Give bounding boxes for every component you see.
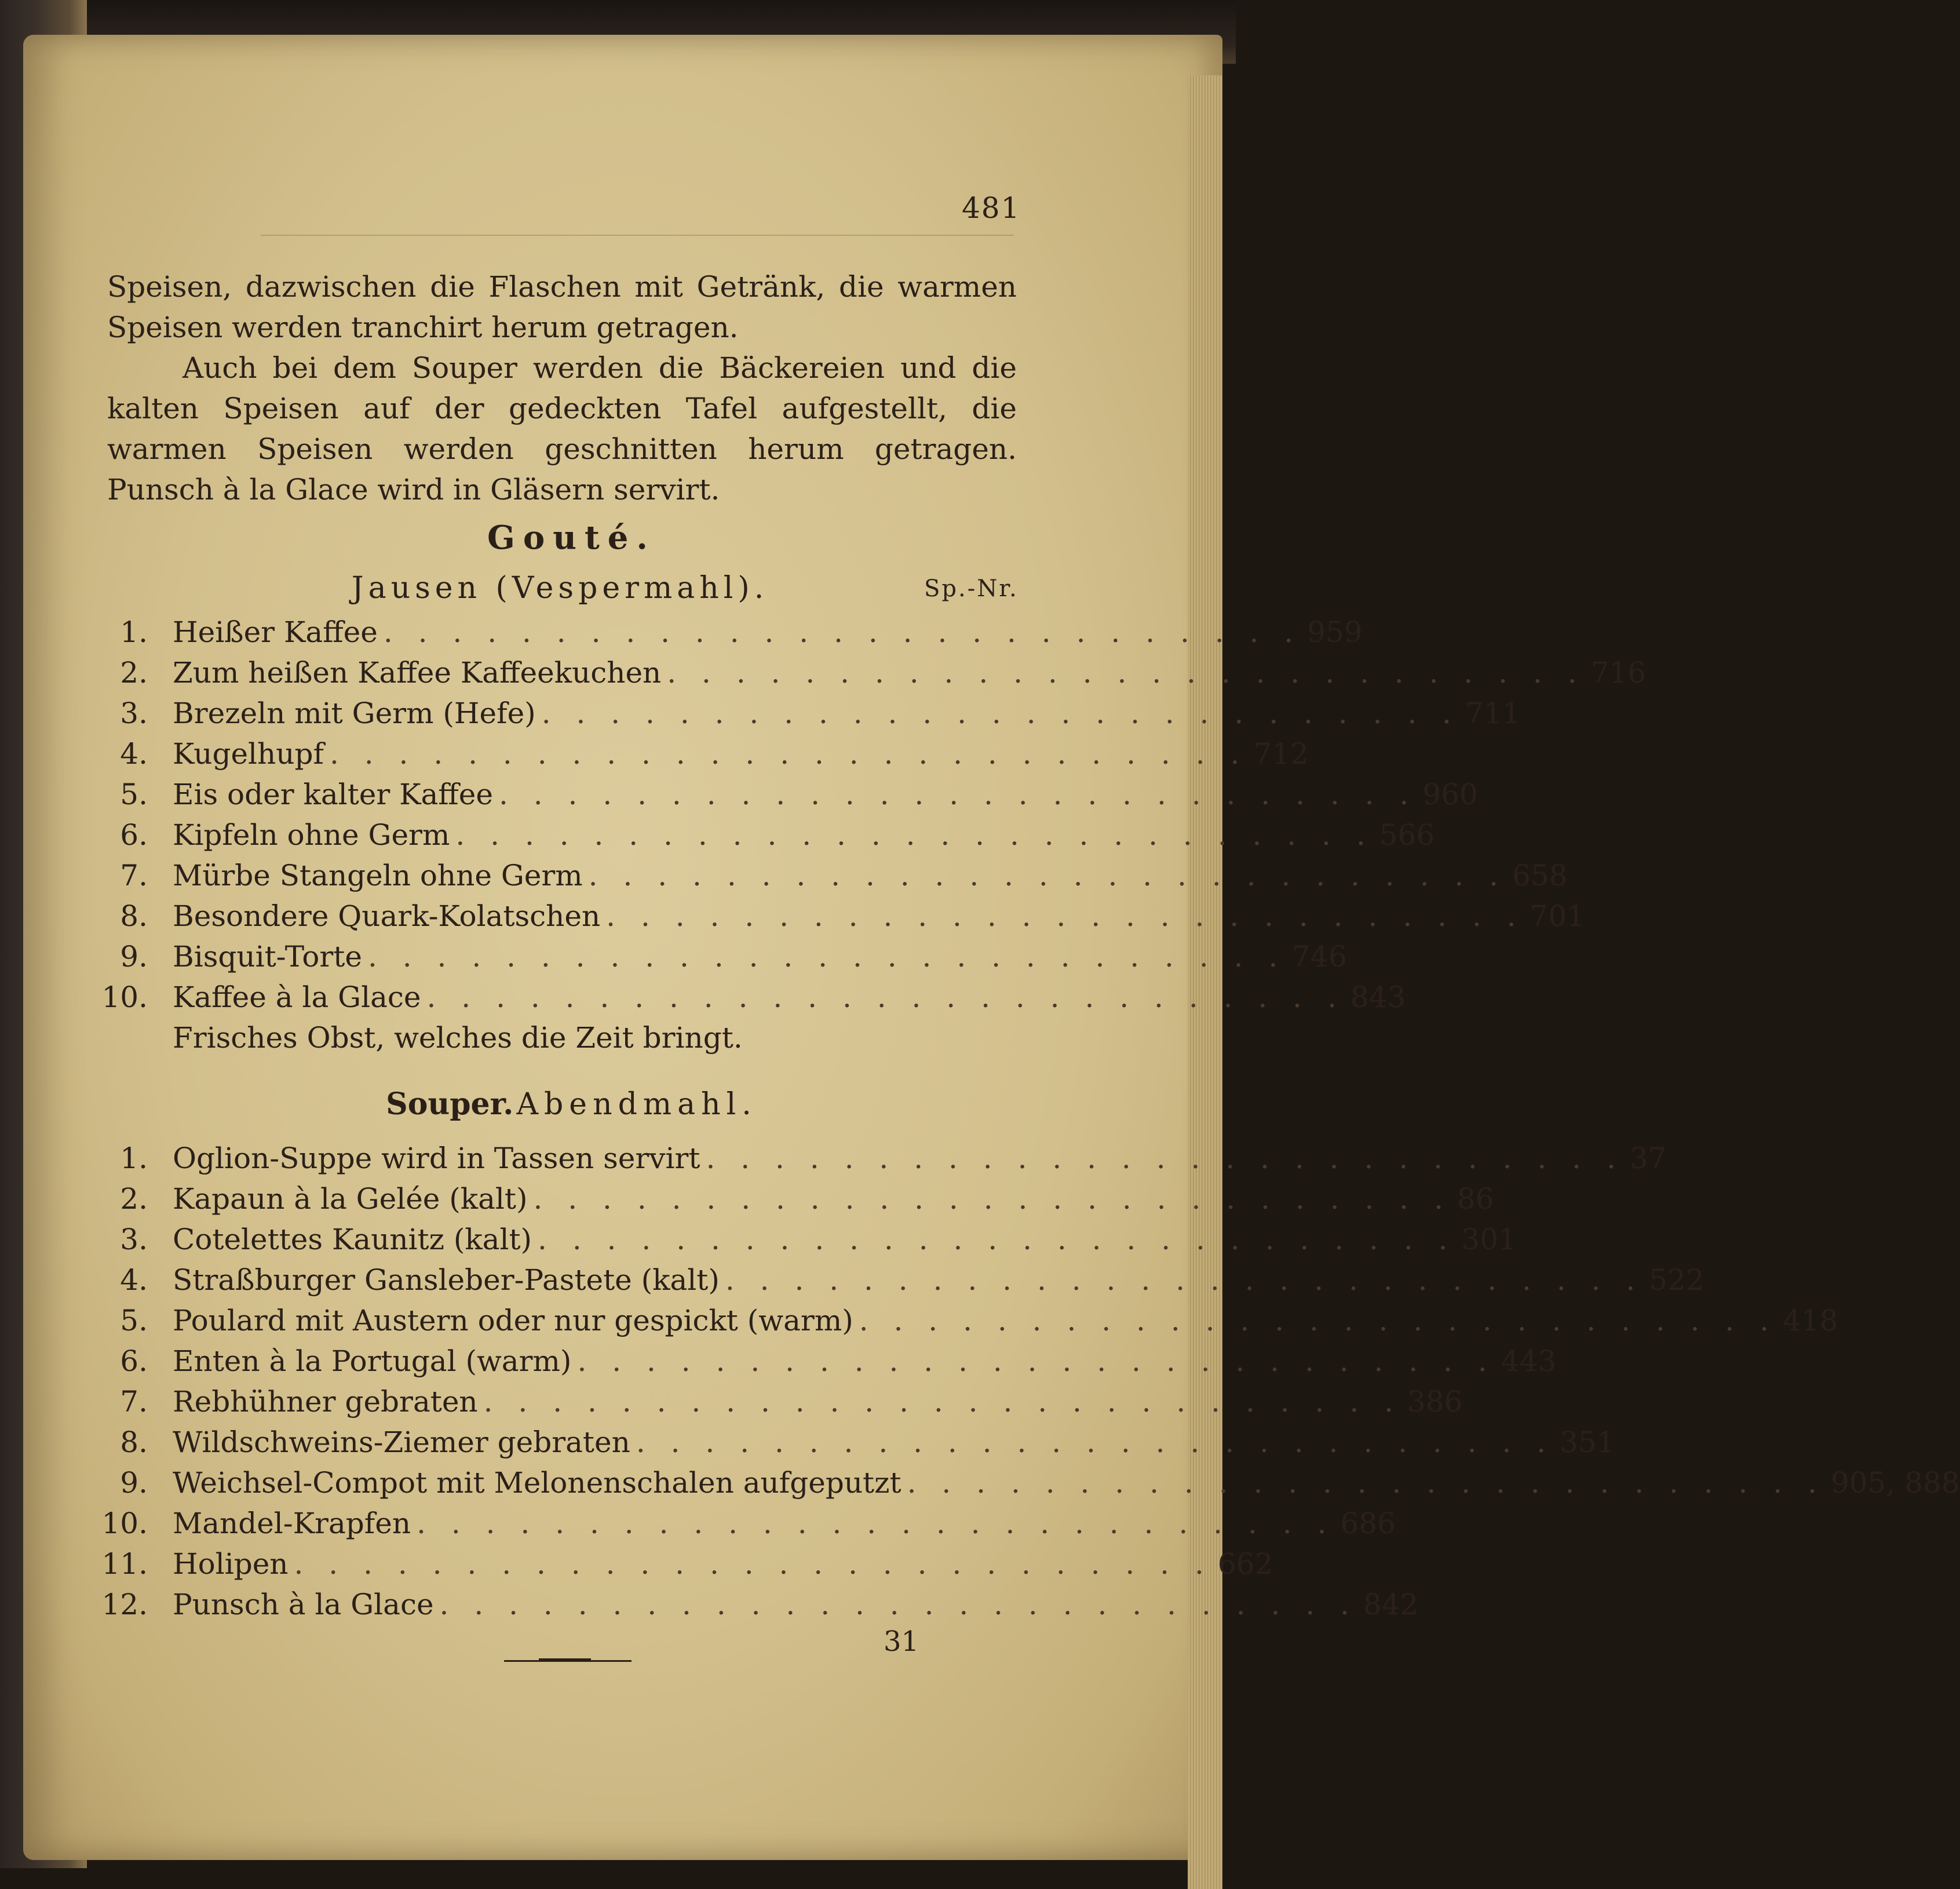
item-number: 12.	[101, 1588, 148, 1621]
item-text: Wildschweins-Ziemer gebraten	[173, 1425, 630, 1459]
item-reference: 658	[1512, 859, 1568, 892]
item-reference: 351	[1560, 1425, 1615, 1459]
item-reference: 712	[1253, 737, 1309, 771]
item-line	[173, 656, 1647, 690]
leader-dots: . . . . . . . . . . . . . . . . . . . . . . . . . . .	[455, 818, 1374, 852]
item-number: 8.	[120, 1425, 148, 1459]
menu-item	[93, 859, 1568, 899]
item-line	[173, 737, 1309, 771]
item-reference: 686	[1340, 1507, 1396, 1540]
item-number: 5.	[120, 778, 148, 811]
leader-dots: . . . . . . . . . . . . . . . . . . . . . . . . . . .	[541, 696, 1460, 730]
page-number: 481	[962, 191, 1021, 225]
menu-item	[93, 1507, 1396, 1547]
item-number: 2.	[120, 1182, 148, 1216]
leader-dots: . . . . . . . . . . . . . . . . . . . . . . . . . . .	[533, 1182, 1451, 1216]
leader-dots: . . . . . . . . . . . . . . . . . . . . . . . . . . .	[426, 980, 1345, 1014]
column-label: Sp.-Nr.	[924, 575, 1019, 602]
leader-dots: . . . . . . . . . . . . . . . . . . . . . . . . . . .	[606, 899, 1524, 933]
item-reference: 566	[1379, 818, 1435, 852]
item-number: 2.	[120, 656, 148, 690]
item-number: 9.	[120, 940, 148, 973]
item-number: 1.	[120, 615, 148, 649]
item-reference: 418	[1783, 1304, 1838, 1337]
leader-dots: . . . . . . . . . . . . . . . . . . . . . . . . . . .	[498, 778, 1417, 811]
item-reference: 662	[1217, 1547, 1273, 1581]
item-text: Holipen	[173, 1547, 289, 1581]
item-text: Kugelhupf	[173, 737, 324, 771]
item-line	[173, 1507, 1396, 1540]
signature-mark: 31	[884, 1625, 919, 1658]
jausen-menu	[93, 615, 1647, 1062]
item-line	[173, 778, 1478, 811]
item-line	[173, 1385, 1463, 1418]
item-reference: 386	[1407, 1385, 1463, 1418]
item-reference: 37	[1629, 1142, 1667, 1175]
item-text: Kaffee à la Glace	[173, 980, 421, 1014]
leader-dots: . . . . . . . . . . . . . . . . . . . . . . . . . . .	[725, 1263, 1644, 1297]
leader-dots: . . . . . . . . . . . . . . . . . . . . . . . . . . .	[538, 1223, 1456, 1256]
item-number: 7.	[120, 859, 148, 892]
menu-item	[93, 1344, 1557, 1385]
leader-dots: . . . . . . . . . . . . . . . . . . . . . . . . . . .	[417, 1507, 1335, 1540]
item-number: 5.	[120, 1304, 148, 1337]
item-number: 4.	[120, 737, 148, 771]
item-text: Heißer Kaffee	[173, 615, 378, 649]
menu-item	[93, 1142, 1667, 1182]
leader-dots: . . . . . . . . . . . . . . . . . . . . . . . . . . .	[636, 1425, 1554, 1459]
menu-item	[93, 696, 1521, 737]
item-text: Cotelettes Kaunitz (kalt)	[173, 1223, 532, 1256]
item-line	[173, 1223, 1517, 1256]
intro-paragraph: Speisen, dazwischen die Flaschen mit Getränk, die warmen Speisen werden tranchirt herum getragen.	[107, 270, 1017, 344]
menu-item	[93, 1547, 1273, 1588]
item-text: Oglion-Suppe wird in Tassen servirt	[173, 1142, 700, 1175]
item-text: Mandel-Krapfen	[173, 1507, 411, 1540]
item-reference: 86	[1457, 1182, 1494, 1216]
section-title-goute: Gouté.	[487, 519, 656, 557]
item-reference: 843	[1350, 980, 1406, 1014]
item-line	[173, 940, 1347, 973]
item-line	[173, 615, 1363, 649]
jausen-footer: Frisches Obst, welches die Zeit bringt.	[173, 1021, 743, 1055]
souper-menu	[93, 1142, 1960, 1628]
item-text: Brezeln mit Germ (Hefe)	[173, 696, 536, 730]
item-text: Weichsel-Compot mit Melonenschalen aufgeputzt	[173, 1466, 901, 1500]
item-text: Kipfeln ohne Germ	[173, 818, 450, 852]
item-text: Besondere Quark-Kolatschen	[173, 899, 601, 933]
leader-dots: . . . . . . . . . . . . . . . . . . . . . . . . . . .	[329, 737, 1248, 771]
leader-dots: . . . . . . . . . . . . . . . . . . . . . . . . . . .	[577, 1344, 1495, 1378]
item-text: Enten à la Portugal (warm)	[173, 1344, 572, 1378]
leader-dots: . . . . . . . . . . . . . . . . . . . . . . . . . . .	[483, 1385, 1401, 1418]
item-number: 7.	[120, 1385, 148, 1418]
souper-title-bold: Souper.	[386, 1086, 514, 1122]
item-line	[173, 1466, 1960, 1500]
item-text: Poulard mit Austern oder nur gespickt (warm)	[173, 1304, 853, 1337]
item-text: Bisquit-Torte	[173, 940, 362, 973]
menu-item	[93, 1182, 1494, 1223]
souper-title-rest: Abendmahl.	[516, 1087, 757, 1122]
item-text: Punsch à la Glace	[173, 1588, 434, 1621]
item-line	[173, 1547, 1273, 1581]
menu-item	[93, 940, 1347, 980]
item-reference: 959	[1307, 615, 1363, 649]
item-reference: 960	[1422, 778, 1478, 811]
leader-dots: . . . . . . . . . . . . . . . . . . . . . . . . . . .	[294, 1547, 1212, 1581]
menu-item	[93, 1304, 1838, 1344]
item-line	[173, 818, 1435, 852]
menu-item	[93, 1385, 1463, 1425]
item-line	[173, 696, 1521, 730]
leader-dots: . . . . . . . . . . . . . . . . . . . . . . . . . . .	[907, 1466, 1825, 1500]
menu-item	[93, 899, 1585, 940]
menu-item	[93, 1223, 1517, 1263]
item-reference: 905, 888	[1830, 1466, 1960, 1500]
item-reference: 842	[1363, 1588, 1419, 1621]
item-line	[173, 1304, 1838, 1337]
souper-paragraph: Auch bei dem Souper werden die Bäckereien und die kalten Speisen auf der gedeckten Tafel aufgestellt, die warmen Speisen werden geschnitten herum getragen. Punsch à la Glace wird in Gläsern servirt.	[107, 351, 1017, 506]
item-number: 1.	[120, 1142, 148, 1175]
menu-item	[93, 1466, 1960, 1507]
item-reference: 301	[1461, 1223, 1517, 1256]
section-title-souper	[0, 1086, 1189, 1122]
item-line	[173, 1344, 1557, 1378]
item-line	[173, 1142, 1667, 1175]
item-reference: 522	[1649, 1263, 1704, 1297]
item-line	[173, 980, 1406, 1014]
leader-dots: . . . . . . . . . . . . . . . . . . . . . . . . . . .	[859, 1304, 1777, 1337]
leader-dots: . . . . . . . . . . . . . . . . . . . . . . . . . . .	[367, 940, 1286, 973]
item-line	[173, 1182, 1494, 1216]
menu-item	[93, 737, 1309, 778]
menu-item	[93, 980, 1406, 1021]
item-number: 8.	[120, 899, 148, 933]
item-text: Eis oder kalter Kaffee	[173, 778, 493, 811]
leader-dots: . . . . . . . . . . . . . . . . . . . . . . . . . . .	[667, 656, 1585, 690]
item-line	[173, 1263, 1704, 1297]
menu-item	[93, 656, 1647, 696]
menu-item	[93, 1425, 1615, 1466]
header-rule	[261, 235, 1014, 236]
menu-item	[93, 615, 1363, 656]
item-line	[173, 1588, 1419, 1621]
item-text: Zum heißen Kaffee Kaffeekuchen	[173, 656, 662, 690]
item-number: 10.	[101, 1507, 148, 1540]
item-line	[173, 1425, 1615, 1459]
item-line	[173, 899, 1585, 933]
item-reference: 716	[1590, 656, 1647, 690]
item-number: 6.	[120, 818, 148, 852]
item-text: Mürbe Stangeln ohne Germ	[173, 859, 583, 892]
item-line	[173, 859, 1568, 892]
item-number: 11.	[101, 1547, 148, 1581]
item-number: 9.	[120, 1466, 148, 1500]
menu-item	[93, 1588, 1419, 1628]
item-number: 4.	[120, 1263, 148, 1297]
item-reference: 443	[1501, 1344, 1557, 1378]
menu-item	[93, 818, 1435, 859]
item-number: 3.	[120, 696, 148, 730]
leader-dots: . . . . . . . . . . . . . . . . . . . . . . . . . . .	[706, 1142, 1624, 1175]
menu-item	[93, 1263, 1704, 1304]
item-reference: 701	[1530, 899, 1585, 933]
leader-dots: . . . . . . . . . . . . . . . . . . . . . . . . . . .	[588, 859, 1507, 892]
item-number: 6.	[120, 1344, 148, 1378]
section-subtitle-jausen: Jausen (Vespermahl).	[351, 571, 769, 606]
leader-dots: . . . . . . . . . . . . . . . . . . . . . . . . . . .	[383, 615, 1302, 649]
item-text: Rebhühner gebraten	[173, 1385, 478, 1418]
item-text: Straßburger Gansleber-Pastete (kalt)	[173, 1263, 720, 1297]
end-rule	[504, 1660, 632, 1662]
leader-dots: . . . . . . . . . . . . . . . . . . . . . . . . . . .	[439, 1588, 1357, 1621]
item-number: 10.	[101, 980, 148, 1014]
item-reference: 746	[1291, 940, 1347, 973]
menu-item	[93, 778, 1478, 818]
item-text: Kapaun à la Gelée (kalt)	[173, 1182, 528, 1216]
item-reference: 711	[1465, 696, 1521, 730]
item-number: 3.	[120, 1223, 148, 1256]
